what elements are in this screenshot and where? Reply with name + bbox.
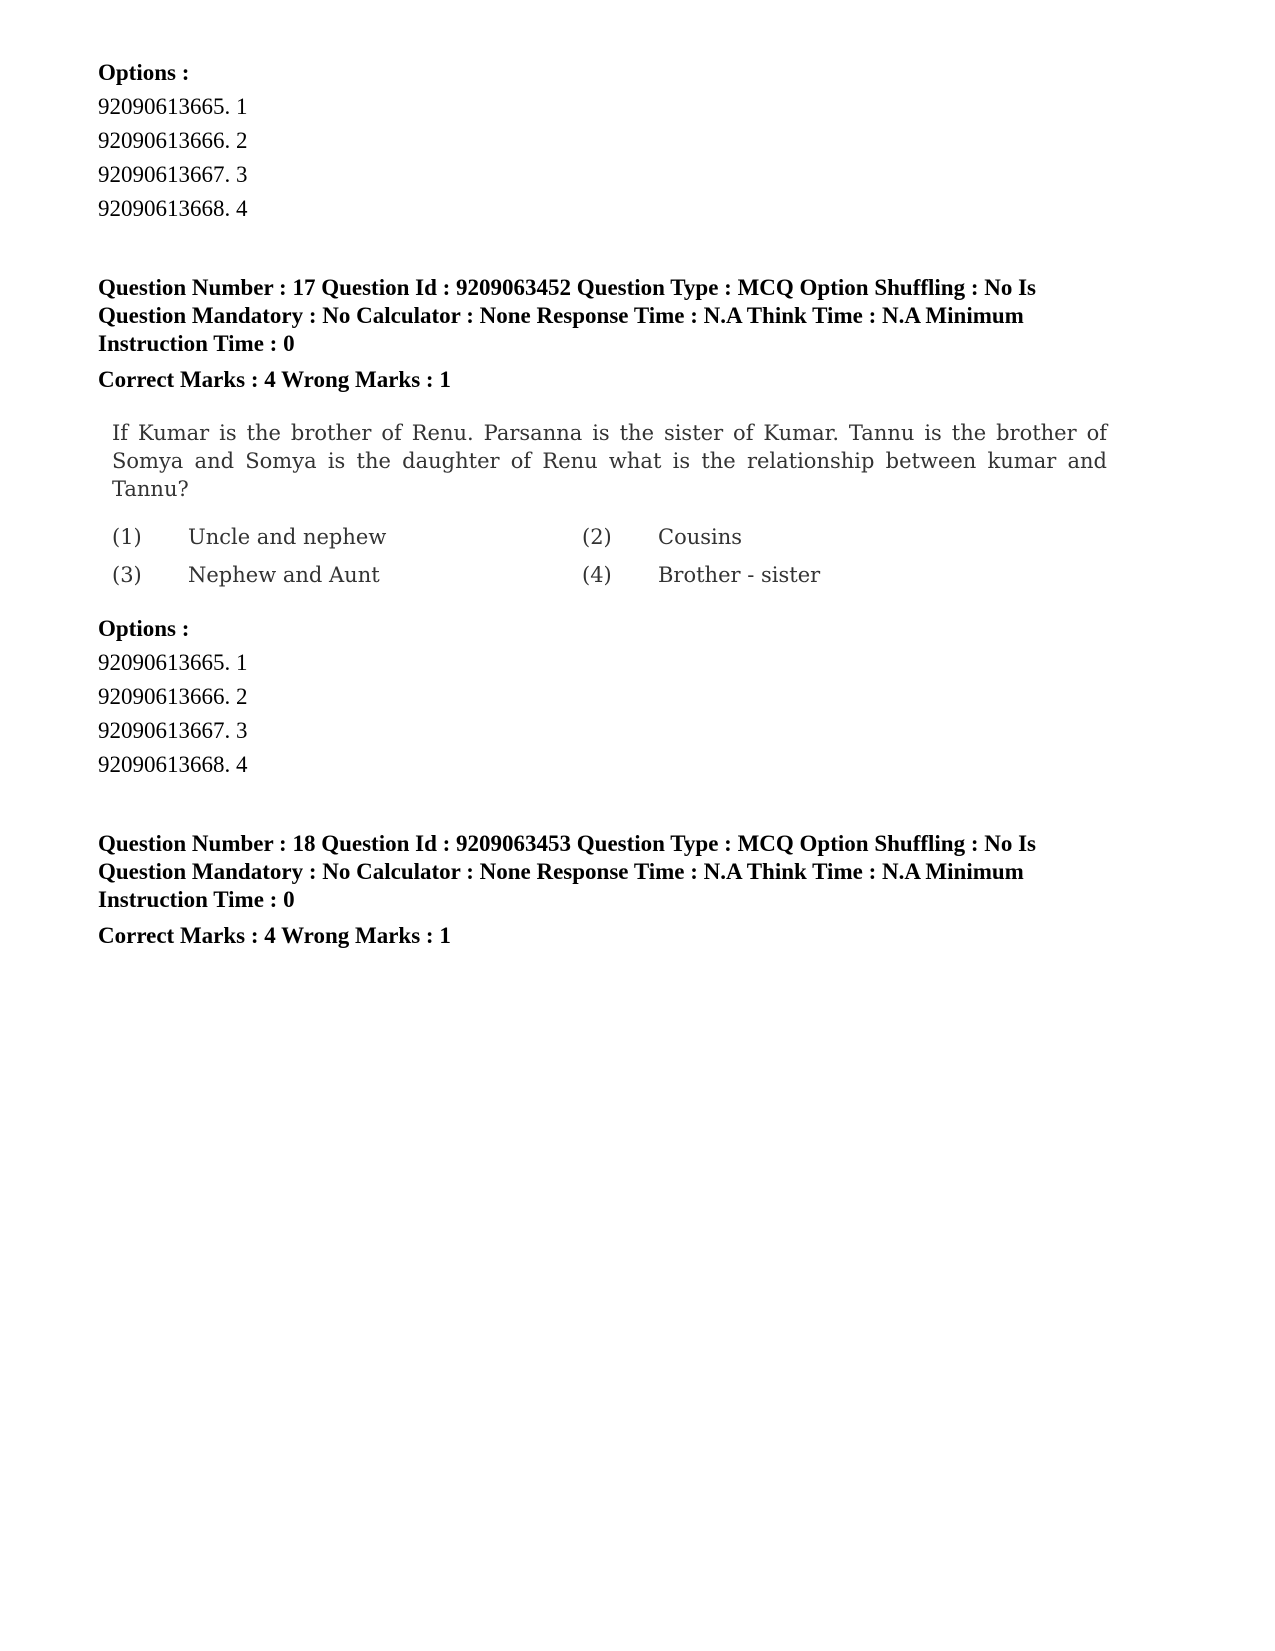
question-18-header (98, 830, 1128, 950)
answer-number: (2) (582, 525, 612, 549)
question-meta: Question Number : 17 Question Id : 9209063452 Question Type : MCQ Option Shuffling : No Is Question Mandatory : No Calculator : None Response Time : N.A Think Time : N.A Minimum Instruction Time : 0 (98, 275, 1037, 356)
question-17-options (98, 612, 1128, 782)
answer-number: (1) (112, 525, 142, 549)
question-meta: Question Number : 18 Question Id : 9209063453 Question Type : MCQ Option Shuffling : No Is Question Mandatory : No Calculator : None Response Time : N.A Think Time : N.A Minimum Instruction Time : 0 (98, 831, 1037, 912)
option-line: 92090613667. 3 (98, 718, 248, 743)
option-line: 92090613668. 4 (98, 752, 248, 777)
question-17-header (98, 274, 1128, 394)
answer-label: Cousins (658, 525, 743, 549)
answer-choice-2 (582, 523, 1082, 551)
answer-label: Brother - sister (658, 563, 821, 587)
options-heading: Options : (98, 616, 190, 641)
option-line: 92090613666. 2 (98, 128, 248, 153)
previous-question-options (98, 56, 1128, 226)
answer-choice-3 (112, 561, 582, 589)
answer-label: Uncle and nephew (188, 525, 387, 549)
options-heading: Options : (98, 60, 190, 85)
answer-choice-1 (112, 523, 582, 551)
marks-line: Correct Marks : 4 Wrong Marks : 1 (98, 367, 451, 392)
question-17-body (112, 419, 1112, 589)
option-line: 92090613667. 3 (98, 162, 248, 187)
answer-choices (112, 523, 1112, 589)
answer-number: (4) (582, 563, 612, 587)
option-line: 92090613665. 1 (98, 94, 248, 119)
option-line: 92090613666. 2 (98, 684, 248, 709)
marks-line: Correct Marks : 4 Wrong Marks : 1 (98, 923, 451, 948)
answer-choice-4 (582, 561, 1082, 589)
answer-label: Nephew and Aunt (188, 563, 380, 587)
option-line: 92090613668. 4 (98, 196, 248, 221)
option-line: 92090613665. 1 (98, 650, 248, 675)
answer-number: (3) (112, 563, 142, 587)
question-text: If Kumar is the brother of Renu. Parsanna is the sister of Kumar. Tannu is the brother of Somya and Somya is the daughter of Renu what is the relationship between kumar and Tannu? (112, 421, 1107, 501)
